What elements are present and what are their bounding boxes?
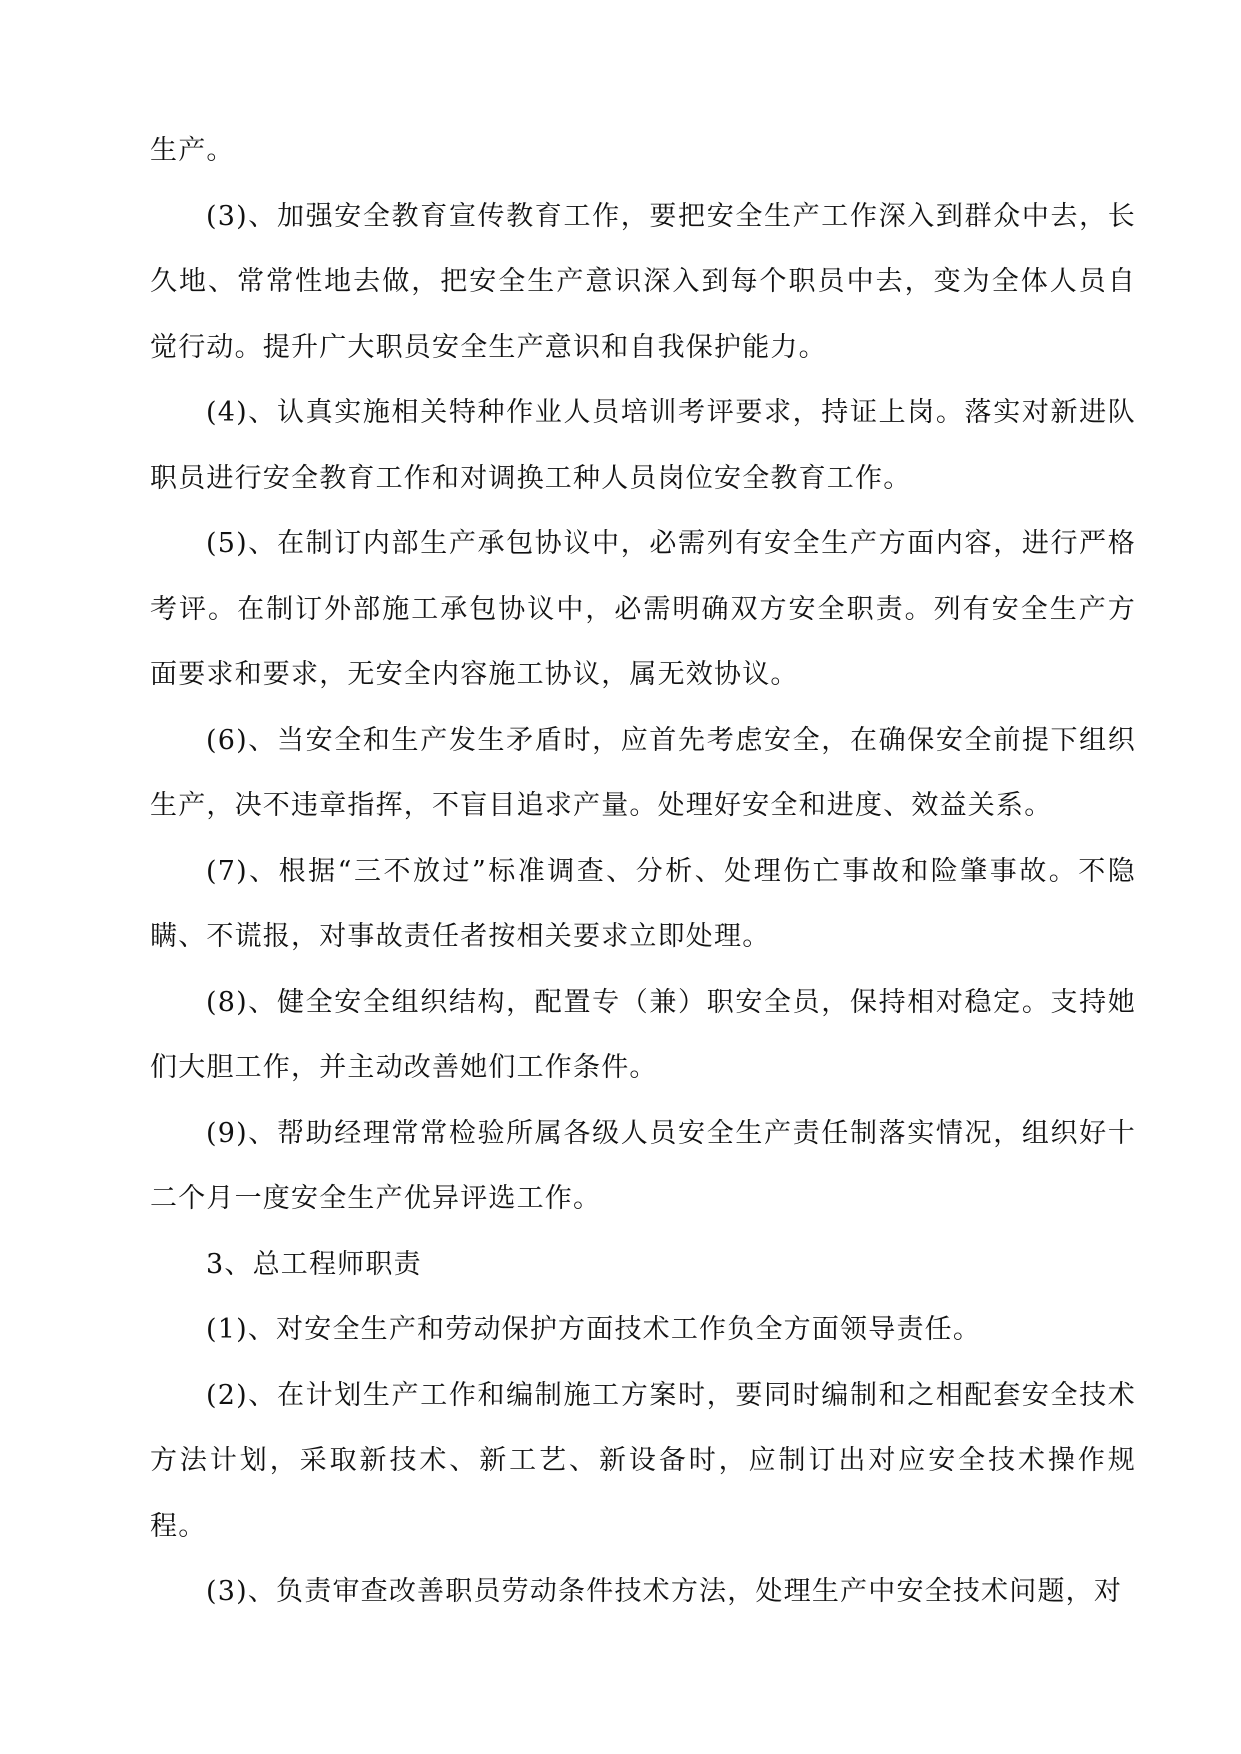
paragraph-engineer-item-1: (1)、对安全生产和劳动保护方面技术工作负全方面领导责任。 xyxy=(206,1314,982,1345)
paragraph-engineer-item-3: (3)、负责审查改善职员劳动条件技术方法，处理生产中安全技术问题，对 xyxy=(206,1576,1123,1607)
document-page xyxy=(150,118,1136,1625)
paragraph-item-8-organization: (8)、健全安全组织结构，配置专（兼）职安全员，保持相对稳定。支持她们大胆工作，并主动改善她们工作条件。 xyxy=(150,986,1136,1083)
section-heading-chief-engineer: 3、总工程师职责 xyxy=(206,1248,422,1280)
paragraph-continuation: 生产。 xyxy=(150,135,235,166)
paragraph-item-6-safety-first: (6)、当安全和生产发生矛盾时，应首先考虑安全，在确保安全前提下组织生产，决不违章指挥，不盲目追求产量。处理好安全和进度、效益关系。 xyxy=(150,724,1136,821)
paragraph-item-5-contracts: (5)、在制订内部生产承包协议中，必需列有安全生产方面内容，进行严格考评。在制订外部施工承包协议中，必需明确双方安全职责。列有安全生产方面要求和要求，无安全内容施工协议，属无效协议。 xyxy=(150,528,1136,690)
paragraph-item-4-training: (4)、认真实施相关特种作业人员培训考评要求，持证上岗。落实对新进队职员进行安全教育工作和对调换工种人员岗位安全教育工作。 xyxy=(150,397,1136,494)
paragraph-engineer-item-2: (2)、在计划生产工作和编制施工方案时，要同时编制和之相配套安全技术方法计划，采取新技术、新工艺、新设备时，应制订出对应安全技术操作规程。 xyxy=(150,1379,1136,1542)
paragraph-item-3-education: (3)、加强安全教育宣传教育工作，要把安全生产工作深入到群众中去，长久地、常常性地去做，把安全生产意识深入到每个职员中去，变为全体人员自觉行动。提升广大职员安全生产意识和自我保护能力。 xyxy=(150,200,1136,363)
paragraph-item-9-inspection: (9)、帮助经理常常检验所属各级人员安全生产责任制落实情况，组织好十二个月一度安全生产优异评选工作。 xyxy=(150,1117,1136,1214)
paragraph-item-7-accidents: (7)、根据“三不放过”标准调查、分析、处理伤亡事故和险肇事故。不隐瞒、不谎报，对事故责任者按相关要求立即处理。 xyxy=(150,855,1136,952)
